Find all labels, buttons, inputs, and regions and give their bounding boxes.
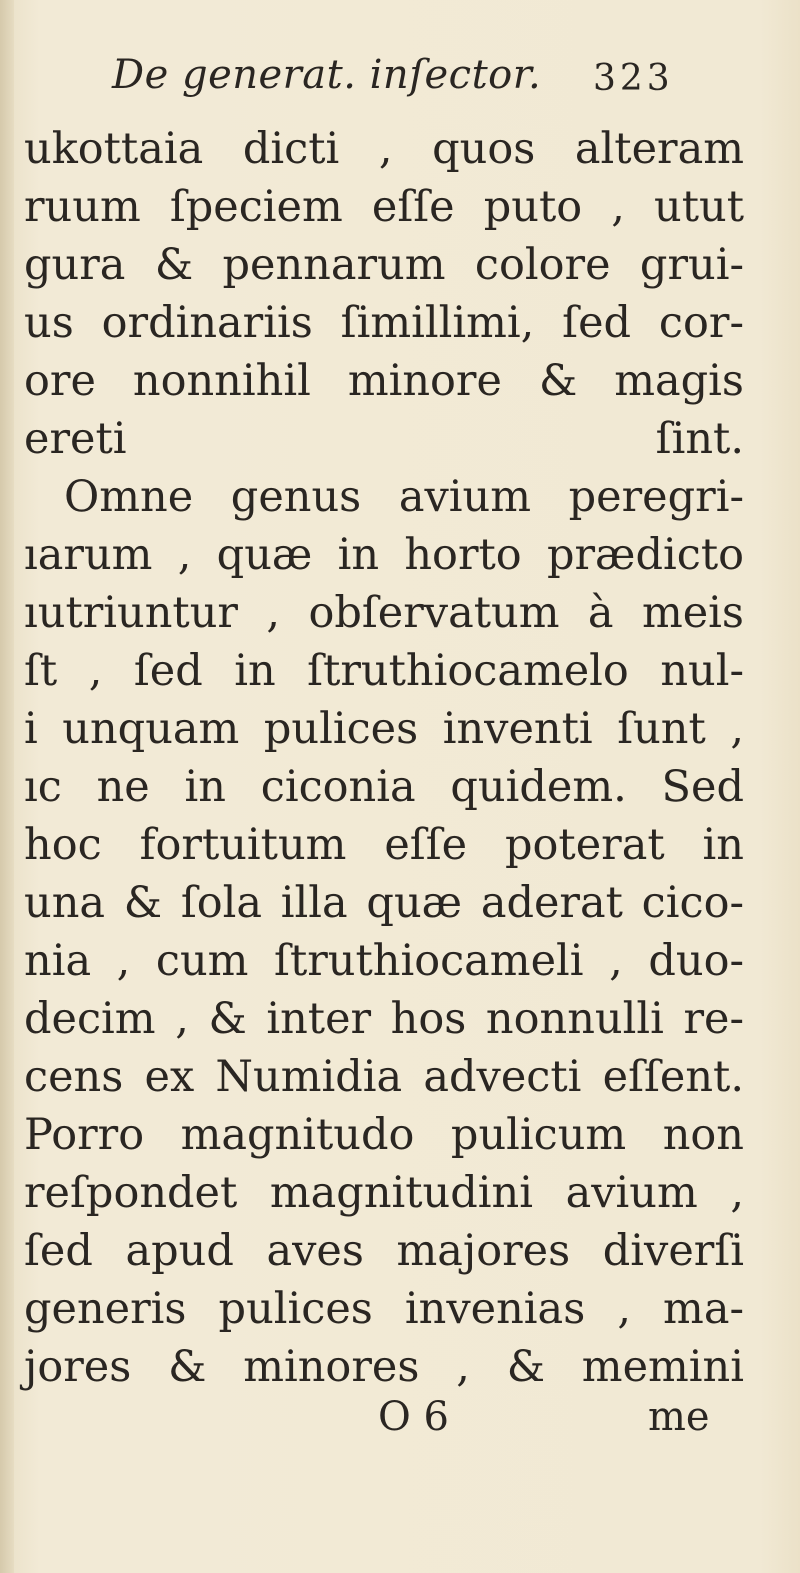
text-line: ſt , ſed in ſtruthiocamelo nul- — [24, 646, 744, 696]
text-line: decim , & inter hos nonnulli re- — [24, 994, 744, 1044]
text-line: i unquam pulices inventi ſunt , — [24, 704, 744, 754]
text-line: ıutriuntur , obſervatum à meis — [24, 588, 744, 638]
signature-mark: O 6 — [378, 1394, 449, 1440]
text-line: nia , cum ſtruthiocameli , duo- — [24, 936, 744, 986]
text-line: ıarum , quæ in horto prædicto — [24, 530, 744, 580]
running-title: De generat. inſector. — [112, 52, 542, 98]
text-line: ore nonnihil minore & magis — [24, 356, 744, 406]
text-line: una & ſola illa quæ aderat cico- — [24, 878, 744, 928]
page-header — [0, 52, 800, 112]
text-line: ıc ne in ciconia quidem. Sed — [24, 762, 744, 812]
body-text — [24, 120, 744, 1396]
text-line: ruum ſpeciem eſſe puto , utut — [24, 182, 744, 232]
text-line: Porro magnitudo pulicum non — [24, 1110, 744, 1160]
text-line: ſed apud aves majores diverſi — [24, 1226, 744, 1276]
text-line: reſpondet magnitudini avium , — [24, 1168, 744, 1218]
page-number: 323 — [593, 58, 674, 99]
text-line: cens ex Numidia advecti eſſent. — [24, 1052, 744, 1102]
text-line: ereti ſint. — [24, 414, 744, 464]
page-gutter — [0, 0, 14, 1573]
page-footer — [0, 1394, 800, 1454]
text-line: jores & minores , & memini — [24, 1342, 744, 1392]
text-line: us ordinariis ſimillimi, ſed cor- — [24, 298, 744, 348]
text-line: hoc fortuitum eſſe poterat in — [24, 820, 744, 870]
text-line: generis pulices invenias , ma- — [24, 1284, 744, 1334]
text-line: gura & pennarum colore grui- — [24, 240, 744, 290]
text-line: ukottaia dicti , quos alteram — [24, 124, 744, 174]
catchword: me — [648, 1394, 710, 1440]
text-line: Omne genus avium peregri- — [64, 472, 744, 522]
